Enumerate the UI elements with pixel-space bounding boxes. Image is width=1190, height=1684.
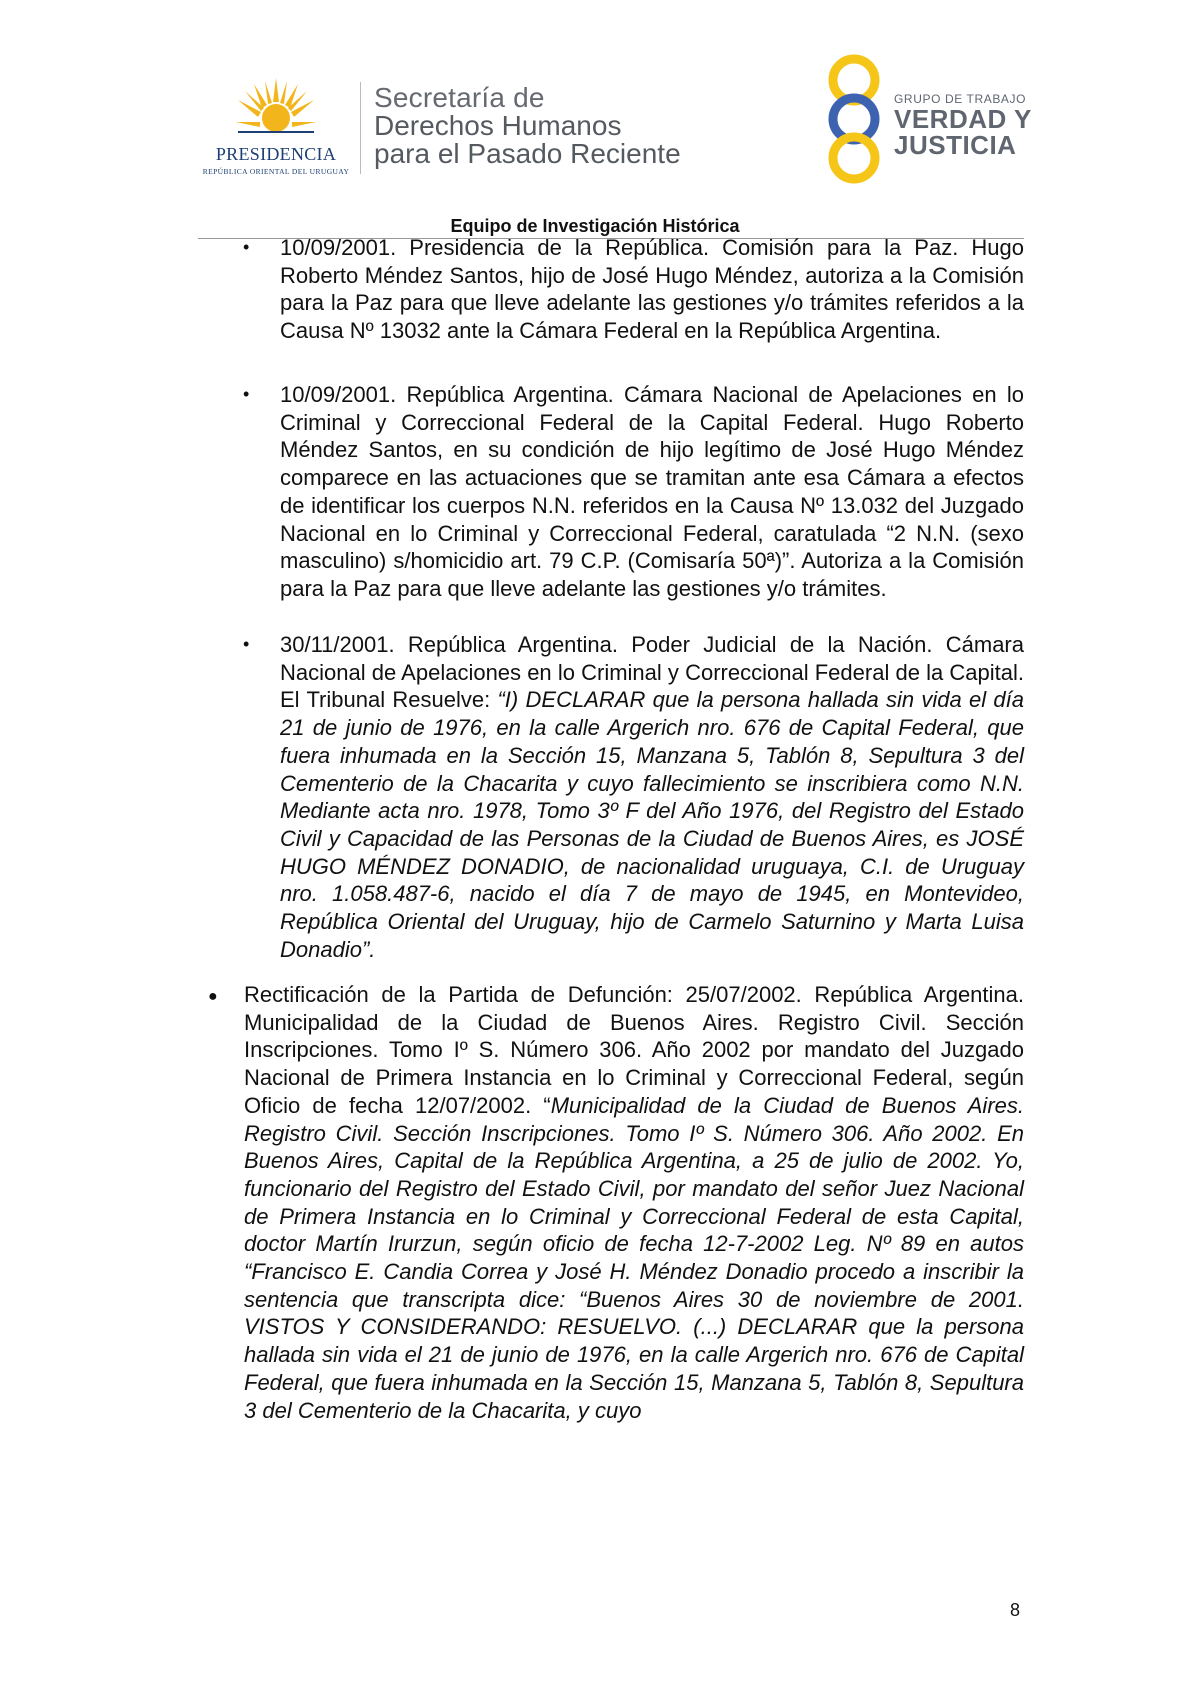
presidencia-subtitle: REPÚBLICA ORIENTAL DEL URUGUAY	[202, 167, 350, 176]
secretaria-line-2: Derechos Humanos	[374, 110, 622, 141]
secretaria-title	[374, 84, 681, 168]
bullet-sub-3: •	[243, 634, 250, 654]
list-item-sub-2: 10/09/2001. República Argentina. Cámara Nacional de Apelaciones en lo Criminal y Correccional Federal de la Capital Federal. Hugo Roberto Méndez Santos, en su condición de hijo legítimo de José Hugo Méndez comparece en las actuaciones que se tramitan ante esa Cámara a efectos de identificar los cuerpos N.N. referidos en la Causa Nº 13.032 del Juzgado Nacional en lo Criminal y Correccional Federal, caratulada “2 N.N. (sexo masculino) s/homicidio art. 79 C.P. (Comisaría 50ª)”. Autoriza a la Comisión para la Paz para que lleve adelante las gestiones y/o trámites.	[280, 382, 1024, 601]
main-1-normal-text: Rectificación de la Partida de Defunción: 25/07/2002. República Argentina. Municipalidad de la Ciudad de Buenos Aires. Registro Civil. Sección Inscripciones. Tomo Iº S. Número 306. Año 2002 por mandato del Juzgado Nacional de Primera Instancia en lo Criminal y Correccional Federal, según Oficio de fecha 12/07/2002. “	[244, 982, 1024, 1118]
list-item-sub-1: 10/09/2001. Presidencia de la República. Comisión para la Paz. Hugo Roberto Méndez Santos, hijo de José Hugo Méndez, autoriza a la Comisión para la Paz para que lleve adelante las gestiones y/o trámites referidos a la Causa Nº 13032 ante la Cámara Federal en la República Argentina.	[280, 235, 1024, 344]
interlocked-rings-icon	[818, 54, 890, 184]
presidencia-logo	[196, 78, 356, 178]
sun-icon	[236, 78, 316, 142]
logo-divider	[360, 82, 361, 174]
secretaria-line-1: Secretaría de	[374, 82, 545, 113]
verdad-justicia-logo	[818, 54, 1038, 184]
page-header	[0, 0, 1190, 240]
grupo-line-1: VERDAD Y	[894, 104, 1032, 134]
secretaria-line-3: para el Pasado Reciente	[374, 138, 681, 169]
bullet-sub-2: •	[243, 384, 250, 404]
list-item-main-1	[244, 981, 1024, 1424]
list-item-sub-3	[280, 631, 1024, 963]
presidencia-name: PRESIDENCIA	[215, 144, 337, 164]
sub-3-normal-text: 30/11/2001. República Argentina. Poder Judicial de la Nación. Cámara Nacional de Apelaciones en lo Criminal y Correccional Federal de la Capital. El Tribunal Resuelve:	[280, 632, 1024, 713]
main-1-italic-text: Municipalidad de la Ciudad de Buenos Aires. Registro Civil. Sección Inscripciones. Tomo Iº S. Número 306. Año 2002. En Buenos Aires, Capital de la República Argentina, a 25 de julio de 2002. Yo, funcionario del Registro del Estado Civil, por mandato del señor Juez Nacional de Primera Instancia en lo Criminal y Correccional Federal de esta Capital, doctor Martín Irurzun, según oficio de fecha 12-7-2002 Leg. Nº 89 en autos “Francisco E. Candia Correa y José H. Méndez Donadio procedo a inscribir la sentencia que transcripta dice: “Buenos Aires 30 de noviembre de 2001. VISTOS Y CONSIDERANDO: RESUELVO. (...) DECLARAR que la persona hallada sin vida el 21 de junio de 1976, en la calle Argerich nro. 676 de Capital Federal, que fuera inhumada en la Sección 15, Manzana 5, Tablón 8, Sepultura 3 del Cementerio de la Chacarita, y cuyo	[244, 1092, 1024, 1423]
grupo-line-2: JUSTICIA	[894, 130, 1017, 160]
bullet-sub-1: •	[243, 237, 250, 257]
page-number: 8	[1010, 1600, 1021, 1620]
bullet-main-1: ●	[208, 988, 218, 1005]
grupo-label: GRUPO DE TRABAJO	[894, 92, 1027, 106]
sub-3-italic-text: “I) DECLARAR que la persona hallada sin vida el día 21 de junio de 1976, en la calle Argerich nro. 676 de Capital Federal, que fuera inhumada en la Sección 15, Manzana 5, Tablón 8, Sepultura 3 del Cementerio de la Chacarita y cuyo fallecimiento se inscribiera como N.N. Mediante acta nro. 1978, Tomo 3º F del Año 1976, del Registro del Estado Civil y Capacidad de las Personas de la Ciudad de Buenos Aires, es JOSÉ HUGO MÉNDEZ DONADIO, de nacionalidad uruguaya, C.I. de Uruguay nro. 1.058.487-6, nacido el día 7 de mayo de 1945, en Montevideo, República Oriental del Uruguay, hijo de Carmelo Saturnino y Marta Luisa Donadio”.	[280, 687, 1024, 962]
team-heading: Equipo de Investigación Histórica	[450, 216, 740, 236]
verdad-justicia-text	[894, 92, 1032, 158]
